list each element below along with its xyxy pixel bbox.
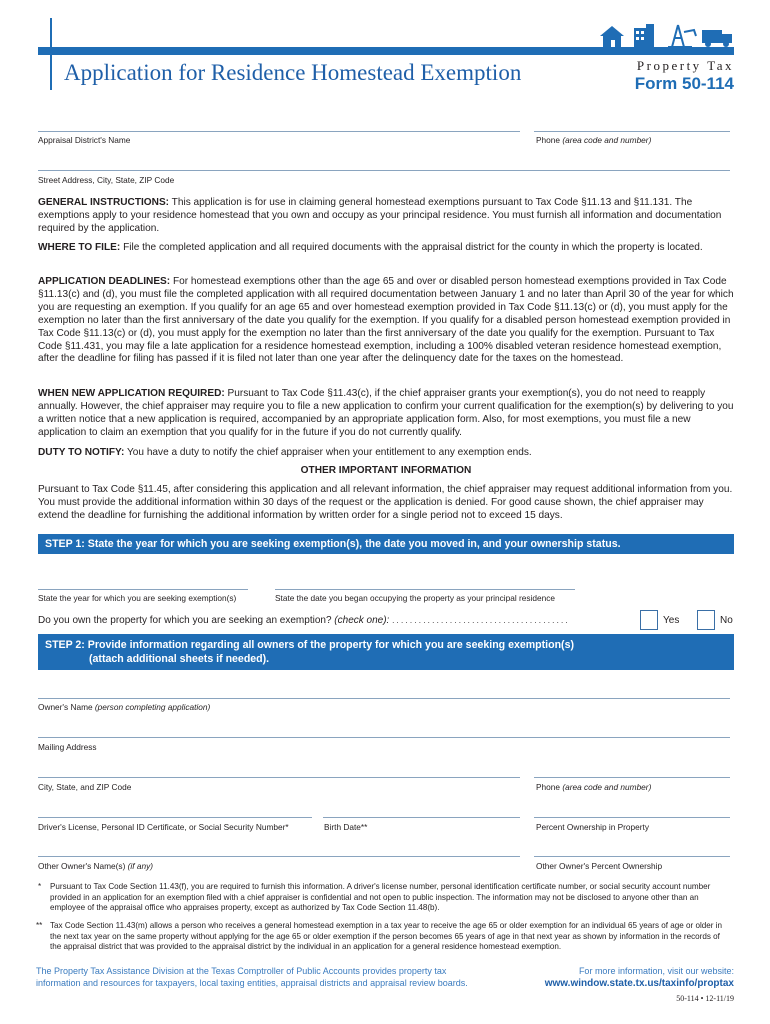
form-number: Form 50-114 xyxy=(634,74,734,93)
footer-description: The Property Tax Assistance Division at the Texas Comptroller of Public Accounts provides property tax information and resources for taxpayers, local taxing entities, appraisal districts and appraisal review boards. xyxy=(36,966,468,988)
no-checkbox[interactable] xyxy=(697,610,715,630)
year-line[interactable] xyxy=(38,589,248,590)
yes-label: Yes xyxy=(663,615,680,626)
district-name-label: Appraisal District's Name xyxy=(38,135,131,145)
form-code: 50-114 • 12-11/19 xyxy=(676,994,734,1003)
footnote-2: Tax Code Section 11.43(m) allows a person who receives a general homestead exemption in a tax year to receive the age 65 or older exemption for an individual 65 years of age or older in the next tax year on the same property without applying for the age 65 or older exemption if the person becomes 65 years of age in that next year as shown by information in the records of the appraisal district that was provided to the appraisal district by the individual in an application for a general residence homestead exemption. xyxy=(50,921,723,952)
district-phone-label: Phone (area code and number) xyxy=(536,135,652,145)
section-label: Property Tax xyxy=(636,58,734,73)
house-icon xyxy=(600,26,624,47)
application-deadlines: APPLICATION DEADLINES: For homestead exemptions other than the age 65 and over or disabled person homestead exemptions provided in Tax Code §11.13(c) and (d), you must file the completed application with all required documentation between January 1 and no later than April 30 of the year for which you are requesting an exemption. If you qualify for an age 65 and over homestead exemption provided in Tax Code §11.13(c) or (d), you must apply for the exemption no later than the first anniversary of the date you qualify for the exemption. If you qualify for a disabled person homestead exemption provided in Tax Code §11.13(c) or (d), you must apply for the exemption no later than the first anniversary of the date you qualify for the exemption. Pursuant to Tax Code §11.431, you may file a late application for a residence homestead exemption, including a 100% disabled veteran residence homestead exemption, after the deadline for filing has passed if it is filed not later than one year after the delinquency date for the taxes on the homestead. xyxy=(38,276,734,365)
header-band xyxy=(38,47,734,55)
city-line[interactable] xyxy=(38,777,520,778)
footnote-1: Pursuant to Tax Code Section 11.43(f), you are required to furnish this information. A driver's license number, personal identification certificate number, or social security account number provided in an application for an exemption filed with a chief appraiser is confidential and not open to public inspection. The information may not be disclosed to anyone other than an employee of the appraisal office who appraises property, except as authorized by Tax Code Section 11.48(b). xyxy=(50,882,711,913)
date-line[interactable] xyxy=(275,589,575,590)
where-to-file: WHERE TO FILE: File the completed application and all required documents with the appraisal district for the county in which the property is located. xyxy=(38,242,703,253)
website-link[interactable]: www.window.state.tx.us/taxinfo/proptax xyxy=(544,978,734,989)
oil-derrick-icon xyxy=(668,25,696,47)
percent-line[interactable] xyxy=(534,817,730,818)
street-line[interactable] xyxy=(38,170,730,171)
yes-checkbox[interactable] xyxy=(640,610,658,630)
new-application-required: WHEN NEW APPLICATION REQUIRED: Pursuant to Tax Code §11.43(c), if the chief appraiser grants your exemption(s), you do not need to reapply annually. However, the chief appraiser may require you to file a new application to confirm your current qualification for the exemption(s) by delivering to you a written notice that a new application is required, accompanied by an appropriate application form. Also, for most exemptions, you must file a new application to claim an exemption that you qualify for in the future if you do not currently qualify. xyxy=(38,388,734,438)
no-label: No xyxy=(720,615,733,626)
district-name-line[interactable] xyxy=(38,131,520,132)
id-label: Driver's License, Personal ID Certificate, or Social Security Number* xyxy=(38,822,289,832)
header-icons xyxy=(598,22,734,48)
id-line[interactable] xyxy=(38,817,312,818)
other-percent-line[interactable] xyxy=(534,856,730,857)
general-instructions: GENERAL INSTRUCTIONS: This application is for use in claiming general homestead exemptions pursuant to Tax Code §11.13 and §11.131. The exemptions apply to your residence homestead that you own and occupy as your principal residence. You must furnish all information and documentation required by the application. xyxy=(38,197,722,234)
footer-website-block: For more information, visit our website: www.window.state.tx.us/taxinfo/proptax 50-114 • 12-11/19 xyxy=(544,966,734,1003)
other-owner-label: Other Owner's Name(s) (if any) xyxy=(38,861,154,871)
birth-label: Birth Date** xyxy=(324,822,368,832)
birth-line[interactable] xyxy=(323,817,520,818)
city-label: City, State, and ZIP Code xyxy=(38,782,132,792)
mailing-label: Mailing Address xyxy=(38,742,97,752)
percent-label: Percent Ownership in Property xyxy=(536,822,649,832)
duty-to-notify: DUTY TO NOTIFY: You have a duty to notify the chief appraiser when your entitlement to any exemption ends. xyxy=(38,447,532,458)
date-label: State the date you began occupying the property as your principal residence xyxy=(275,593,555,603)
step1-heading: STEP 1: State the year for which you are seeking exemption(s), the date you moved in, and your ownership status. xyxy=(38,534,734,554)
footnote-2-mark: ** xyxy=(36,921,43,930)
owner-phone-line[interactable] xyxy=(534,777,730,778)
year-label: State the year for which you are seeking exemption(s) xyxy=(38,593,237,603)
step2-heading: STEP 2: Provide information regarding all owners of the property for which you are seeking exemption(s) (attach additional sheets if needed). xyxy=(38,634,734,670)
owner-name-line[interactable] xyxy=(38,698,730,699)
footnote-1-mark: * xyxy=(38,882,42,891)
ownership-question: Do you own the property for which you are seeking an exemption? (check one): . . . . . . . . . . . . . . . . . . . . . . . . . . . . . . . . . . . . . . . . xyxy=(38,615,568,626)
other-percent-label: Other Owner's Percent Ownership xyxy=(536,861,663,871)
owner-name-label: Owner's Name (person completing application) xyxy=(38,702,211,712)
other-info-heading: OTHER IMPORTANT INFORMATION xyxy=(300,465,472,476)
district-phone-line[interactable] xyxy=(534,131,730,132)
other-info: Pursuant to Tax Code §11.45, after considering this application and all relevant information, the chief appraiser may request additional information from you. You must provide the additional information within 30 days of the request or the application is denied. For good cause shown, the chief appraiser may extend the deadline for furnishing the additional information by written order for a single period not to exceed 15 days. xyxy=(38,484,733,521)
building-icon xyxy=(634,24,654,47)
truck-icon xyxy=(702,30,732,47)
owner-phone-label: Phone (area code and number) xyxy=(536,782,652,792)
form-title: Application for Residence Homestead Exemption xyxy=(64,60,522,85)
street-label: Street Address, City, State, ZIP Code xyxy=(38,175,175,185)
mailing-line[interactable] xyxy=(38,737,730,738)
other-owner-line[interactable] xyxy=(38,856,520,857)
